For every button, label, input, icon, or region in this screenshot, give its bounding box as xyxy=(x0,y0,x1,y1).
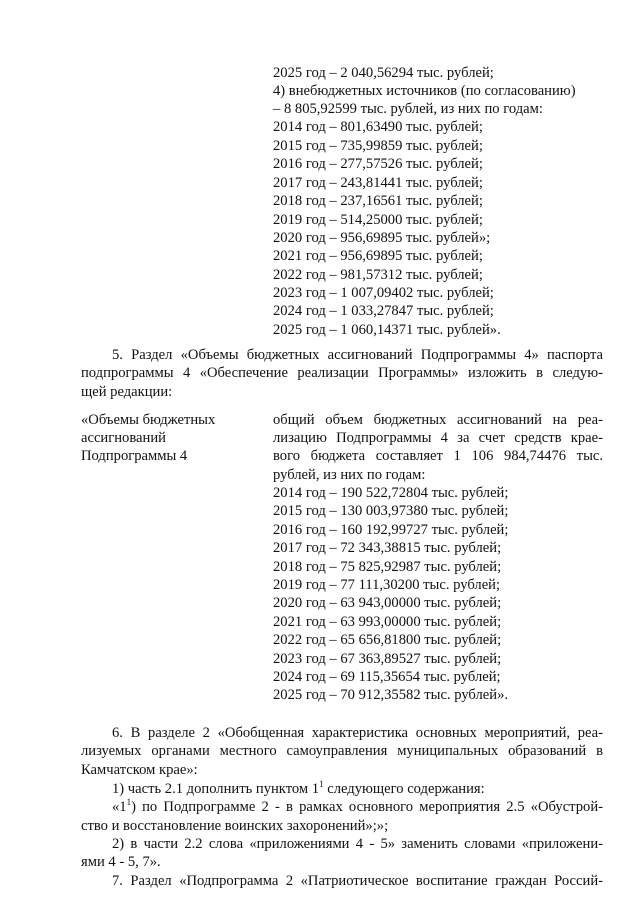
year-line: 2023 год – 67 363,89527 тыс. рублей; xyxy=(273,651,502,667)
funding-line: 2025 год – 1 060,14371 тыс. рублей». xyxy=(273,322,501,338)
funding-line: 2018 год – 237,16561 тыс. рублей; xyxy=(273,193,483,209)
funding-line: 2019 год – 514,25000 тыс. рублей; xyxy=(273,212,483,228)
year-line: 2017 год – 72 343,38815 тыс. рублей; xyxy=(273,540,502,556)
section5-paragraph: подпрограммы 4 «Обеспечение реализации Программы» изложить в следую- xyxy=(81,365,603,381)
year-line: 2019 год – 77 111,30200 тыс. рублей; xyxy=(273,577,501,593)
year-line: 2016 год – 160 192,99727 тыс. рублей; xyxy=(273,522,509,538)
year-line: 2015 год – 130 003,97380 тыс. рублей; xyxy=(273,503,509,519)
year-line: 2018 год – 75 825,92987 тыс. рублей; xyxy=(273,559,502,575)
left-label: ассигнований xyxy=(81,430,166,446)
right-text: лизацию Подпрограммы 4 за счет средств крае- xyxy=(273,430,603,446)
funding-line: 2023 год – 1 007,09402 тыс. рублей; xyxy=(273,285,494,301)
year-line: 2014 год – 190 522,72804 тыс. рублей; xyxy=(273,485,509,501)
year-line: 2025 год – 70 912,35582 тыс. рублей». xyxy=(273,687,509,703)
year-line: 2020 год – 63 943,00000 тыс. рублей; xyxy=(273,595,502,611)
funding-line: 2025 год – 2 040,56294 тыс. рублей; xyxy=(273,65,494,81)
section7-paragraph: 7. Раздел «Подпрограмма 2 «Патриотическое воспитание граждан Россий- xyxy=(112,873,603,889)
section6-item2: 2) в части 2.2 слова «приложениями 4 - 5» заменить словами «приложени- xyxy=(112,836,603,852)
funding-line: 4) внебюджетных источников (по согласованию) xyxy=(273,83,576,99)
section6-quote: «$1^1$) по Подпрограмме 2 - в рамках основного мероприятия 2.5 «Обустрой- xyxy=(112,797,603,815)
funding-line: 2015 год – 735,99859 тыс. рублей; xyxy=(273,138,483,154)
right-text: вого бюджета составляет 1 106 984,74476 тыс. xyxy=(273,448,603,464)
funding-line: 2020 год – 956,69895 тыс. рублей»; xyxy=(273,230,491,246)
funding-line: 2024 год – 1 033,27847 тыс. рублей; xyxy=(273,303,494,319)
section6-paragraph: Камчатском крае»: xyxy=(81,762,198,778)
year-line: 2021 год – 63 993,00000 тыс. рублей; xyxy=(273,614,502,630)
section5-paragraph: 5. Раздел «Объемы бюджетных ассигнований Подпрограммы 4» паспорта xyxy=(112,347,603,363)
left-label: Подпрограммы 4 xyxy=(81,448,188,464)
funding-line: 2017 год – 243,81441 тыс. рублей; xyxy=(273,175,483,191)
section6-paragraph: лизуемых органами местного самоуправления муниципальных образований в xyxy=(81,743,603,759)
section5-paragraph: щей редакции: xyxy=(81,384,173,400)
funding-line: 2021 год – 956,69895 тыс. рублей; xyxy=(273,248,483,264)
funding-line: 2014 год – 801,63490 тыс. рублей; xyxy=(273,119,483,135)
funding-line: 2022 год – 981,57312 тыс. рублей; xyxy=(273,267,483,283)
section6-quote: ство и восстановление воинских захоронений»;»; xyxy=(81,818,389,834)
section6-item2: ями 4 - 5, 7». xyxy=(81,854,161,870)
right-text: общий объем бюджетных ассигнований на реа- xyxy=(273,412,603,428)
right-text: рублей, из них по годам: xyxy=(273,467,426,483)
funding-line: – 8 805,92599 тыс. рублей, из них по годам: xyxy=(273,101,543,117)
year-line: 2024 год – 69 115,35654 тыс. рублей; xyxy=(273,669,501,685)
section6-paragraph: 6. В разделе 2 «Обобщенная характеристика основных мероприятий, реа- xyxy=(112,725,603,741)
year-line: 2022 год – 65 656,81800 тыс. рублей; xyxy=(273,632,502,648)
left-label: «Объемы бюджетных xyxy=(81,412,216,428)
funding-line: 2016 год – 277,57526 тыс. рублей; xyxy=(273,156,483,172)
section6-item1: 1) часть 2.1 дополнить пунктом $1^1$ следующего содержания: xyxy=(112,779,485,797)
